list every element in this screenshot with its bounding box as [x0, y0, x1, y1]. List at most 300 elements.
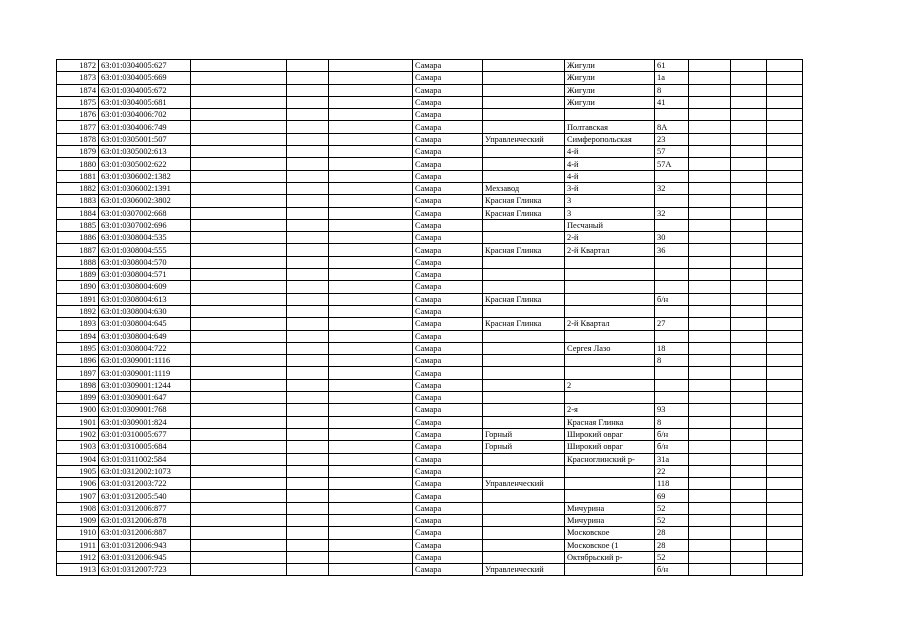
- table-cell: Самара: [413, 539, 483, 551]
- table-cell: [689, 355, 731, 367]
- table-cell: [329, 527, 413, 539]
- table-cell: 1873: [57, 72, 99, 84]
- table-cell: [329, 367, 413, 379]
- table-cell: [329, 465, 413, 477]
- table-cell: [483, 367, 565, 379]
- table-cell: Жигули: [565, 84, 655, 96]
- table-cell: [767, 453, 803, 465]
- table-cell: [731, 355, 767, 367]
- table-cell: Самара: [413, 232, 483, 244]
- table-cell: [287, 244, 329, 256]
- table-cell: [767, 379, 803, 391]
- table-cell: [287, 121, 329, 133]
- table-cell: [287, 527, 329, 539]
- table-row: [57, 441, 803, 453]
- table-cell: 1908: [57, 502, 99, 514]
- table-cell: [565, 564, 655, 576]
- table-cell: Самара: [413, 564, 483, 576]
- table-cell: [767, 244, 803, 256]
- table-cell: [329, 379, 413, 391]
- table-cell: [731, 404, 767, 416]
- table-cell: [767, 232, 803, 244]
- table-cell: [767, 330, 803, 342]
- table-cell: [191, 404, 287, 416]
- table-cell: [731, 219, 767, 231]
- table-cell: [731, 182, 767, 194]
- table-cell: Управленческий: [483, 564, 565, 576]
- table-cell: [565, 281, 655, 293]
- table-cell: 1879: [57, 146, 99, 158]
- table-cell: [689, 527, 731, 539]
- table-cell: [483, 170, 565, 182]
- table-cell: 4-й: [565, 170, 655, 182]
- table-cell: [689, 84, 731, 96]
- table-cell: [191, 539, 287, 551]
- table-cell: 1889: [57, 269, 99, 281]
- table-cell: 63:01:0305002:622: [99, 158, 191, 170]
- table-cell: [689, 244, 731, 256]
- table-cell: 63:01:0312006:877: [99, 502, 191, 514]
- table-cell: [767, 60, 803, 72]
- table-cell: [483, 404, 565, 416]
- table-cell: [731, 244, 767, 256]
- table-cell: 1905: [57, 465, 99, 477]
- table-cell: Самара: [413, 490, 483, 502]
- table-cell: [731, 121, 767, 133]
- table-cell: [287, 96, 329, 108]
- table-cell: [767, 72, 803, 84]
- table-cell: [655, 305, 689, 317]
- table-cell: 1880: [57, 158, 99, 170]
- table-cell: [767, 219, 803, 231]
- table-cell: [329, 564, 413, 576]
- table-cell: [767, 551, 803, 563]
- table-cell: [483, 392, 565, 404]
- table-cell: [191, 158, 287, 170]
- table-cell: [689, 219, 731, 231]
- table-cell: 63:01:0308004:630: [99, 305, 191, 317]
- table-cell: 3-й: [565, 182, 655, 194]
- table-cell: [767, 367, 803, 379]
- table-cell: [689, 207, 731, 219]
- table-cell: Самара: [413, 379, 483, 391]
- table-cell: 1878: [57, 133, 99, 145]
- table-cell: [565, 392, 655, 404]
- table-row: [57, 428, 803, 440]
- table-cell: [191, 84, 287, 96]
- table-cell: [191, 527, 287, 539]
- table-cell: 1890: [57, 281, 99, 293]
- table-row: [57, 281, 803, 293]
- table-cell: [191, 428, 287, 440]
- table-cell: [731, 84, 767, 96]
- table-cell: Московское: [565, 527, 655, 539]
- table-cell: Самара: [413, 416, 483, 428]
- data-table: [56, 59, 803, 576]
- table-cell: Октябрьский р-: [565, 551, 655, 563]
- table-cell: 61: [655, 60, 689, 72]
- table-cell: [689, 502, 731, 514]
- table-cell: 4-й: [565, 158, 655, 170]
- table-cell: 63:01:0308004:555: [99, 244, 191, 256]
- table-cell: [287, 355, 329, 367]
- table-cell: [329, 330, 413, 342]
- table-cell: 36: [655, 244, 689, 256]
- table-cell: [689, 305, 731, 317]
- table-cell: [287, 170, 329, 182]
- table-cell: [731, 96, 767, 108]
- table-cell: [329, 146, 413, 158]
- table-cell: [287, 146, 329, 158]
- table-cell: [191, 564, 287, 576]
- table-cell: [191, 465, 287, 477]
- table-cell: [329, 109, 413, 121]
- table-row: [57, 527, 803, 539]
- table-cell: 63:01:0308004:613: [99, 293, 191, 305]
- table-cell: [287, 392, 329, 404]
- table-cell: Красная Глинка: [483, 244, 565, 256]
- table-cell: 118: [655, 478, 689, 490]
- table-row: [57, 170, 803, 182]
- table-cell: [191, 318, 287, 330]
- table-cell: Самара: [413, 514, 483, 526]
- table-cell: 63:01:0304005:669: [99, 72, 191, 84]
- table-cell: [689, 256, 731, 268]
- table-cell: [191, 551, 287, 563]
- table-cell: [287, 342, 329, 354]
- table-cell: [483, 269, 565, 281]
- table-cell: [767, 281, 803, 293]
- table-cell: [287, 379, 329, 391]
- table-cell: Самара: [413, 109, 483, 121]
- table-cell: Самара: [413, 182, 483, 194]
- table-cell: [329, 539, 413, 551]
- table-cell: [329, 170, 413, 182]
- table-cell: 63:01:0309001:824: [99, 416, 191, 428]
- table-cell: [689, 318, 731, 330]
- table-cell: 63:01:0308004:722: [99, 342, 191, 354]
- table-cell: [287, 330, 329, 342]
- table-cell: 1896: [57, 355, 99, 367]
- table-cell: [191, 514, 287, 526]
- table-cell: [329, 453, 413, 465]
- table-cell: Горный: [483, 428, 565, 440]
- table-cell: [731, 379, 767, 391]
- table-cell: Жигули: [565, 96, 655, 108]
- table-cell: Самара: [413, 170, 483, 182]
- table-cell: [689, 539, 731, 551]
- table-cell: [191, 441, 287, 453]
- table-cell: 63:01:0304006:749: [99, 121, 191, 133]
- table-cell: [767, 416, 803, 428]
- table-cell: [767, 146, 803, 158]
- table-cell: Самара: [413, 441, 483, 453]
- table-cell: [287, 416, 329, 428]
- table-cell: Самара: [413, 305, 483, 317]
- table-cell: Жигули: [565, 72, 655, 84]
- table-cell: [565, 256, 655, 268]
- table-cell: 63:01:0312002:1073: [99, 465, 191, 477]
- table-row: [57, 207, 803, 219]
- table-cell: [483, 305, 565, 317]
- table-cell: [329, 96, 413, 108]
- table-cell: [329, 195, 413, 207]
- table-cell: [191, 244, 287, 256]
- table-row: [57, 551, 803, 563]
- table-cell: Управленческий: [483, 133, 565, 145]
- table-cell: [731, 318, 767, 330]
- table-row: [57, 318, 803, 330]
- table-cell: 41: [655, 96, 689, 108]
- table-cell: [191, 60, 287, 72]
- table-cell: 28: [655, 539, 689, 551]
- table-cell: Самара: [413, 404, 483, 416]
- table-cell: [287, 318, 329, 330]
- table-cell: 30: [655, 232, 689, 244]
- table-cell: 63:01:0309001:1116: [99, 355, 191, 367]
- table-cell: 1887: [57, 244, 99, 256]
- table-cell: [689, 232, 731, 244]
- table-cell: Горный: [483, 441, 565, 453]
- table-cell: [483, 281, 565, 293]
- table-cell: 57А: [655, 158, 689, 170]
- table-cell: 2: [565, 379, 655, 391]
- table-cell: 63:01:0310005:684: [99, 441, 191, 453]
- table-cell: [689, 514, 731, 526]
- table-cell: [731, 232, 767, 244]
- table-cell: 63:01:0312007:723: [99, 564, 191, 576]
- table-cell: [287, 514, 329, 526]
- table-cell: [329, 232, 413, 244]
- table-cell: [767, 256, 803, 268]
- table-cell: [731, 465, 767, 477]
- table-cell: Красная Глинка: [483, 318, 565, 330]
- table-body: [57, 60, 803, 576]
- table-cell: [287, 367, 329, 379]
- table-cell: [287, 195, 329, 207]
- table-cell: [483, 465, 565, 477]
- table-cell: [767, 564, 803, 576]
- table-cell: 1а: [655, 72, 689, 84]
- table-cell: 63:01:0304005:681: [99, 96, 191, 108]
- table-row: [57, 416, 803, 428]
- table-cell: [483, 146, 565, 158]
- table-cell: 1892: [57, 305, 99, 317]
- table-cell: [329, 318, 413, 330]
- table-cell: [731, 158, 767, 170]
- table-cell: 1909: [57, 514, 99, 526]
- table-cell: [767, 318, 803, 330]
- table-cell: [191, 256, 287, 268]
- table-cell: 1891: [57, 293, 99, 305]
- table-cell: [191, 182, 287, 194]
- table-cell: [767, 465, 803, 477]
- table-cell: 63:01:0304006:702: [99, 109, 191, 121]
- table-cell: [483, 219, 565, 231]
- table-cell: Самара: [413, 478, 483, 490]
- table-cell: [483, 514, 565, 526]
- table-cell: [767, 293, 803, 305]
- table-cell: [483, 502, 565, 514]
- table-cell: 1882: [57, 182, 99, 194]
- table-cell: 63:01:0308004:609: [99, 281, 191, 293]
- table-cell: [191, 195, 287, 207]
- table-cell: [191, 379, 287, 391]
- table-cell: 23: [655, 133, 689, 145]
- table-cell: [655, 170, 689, 182]
- table-cell: [287, 490, 329, 502]
- table-cell: [731, 170, 767, 182]
- table-cell: [191, 392, 287, 404]
- table-cell: [767, 96, 803, 108]
- table-cell: 8А: [655, 121, 689, 133]
- table-cell: 63:01:0312006:878: [99, 514, 191, 526]
- table-cell: [689, 551, 731, 563]
- table-cell: [287, 133, 329, 145]
- table-cell: [655, 392, 689, 404]
- table-cell: [329, 207, 413, 219]
- table-cell: Красная Глинка: [483, 207, 565, 219]
- table-cell: [191, 207, 287, 219]
- table-cell: 3: [565, 207, 655, 219]
- table-cell: 8: [655, 416, 689, 428]
- table-cell: 28: [655, 527, 689, 539]
- table-cell: [767, 121, 803, 133]
- table-cell: Самара: [413, 367, 483, 379]
- table-cell: [287, 269, 329, 281]
- table-cell: Московское (1: [565, 539, 655, 551]
- table-cell: [483, 72, 565, 84]
- table-cell: [287, 281, 329, 293]
- table-cell: [287, 182, 329, 194]
- table-cell: 63:01:0311002:584: [99, 453, 191, 465]
- table-row: [57, 133, 803, 145]
- table-cell: 63:01:0305002:613: [99, 146, 191, 158]
- table-cell: [329, 182, 413, 194]
- table-cell: 63:01:0307002:696: [99, 219, 191, 231]
- table-row: [57, 72, 803, 84]
- table-cell: [655, 281, 689, 293]
- table-cell: 22: [655, 465, 689, 477]
- table-cell: 63:01:0306002:1391: [99, 182, 191, 194]
- table-cell: [731, 539, 767, 551]
- table-cell: [565, 305, 655, 317]
- table-cell: [731, 428, 767, 440]
- table-cell: [767, 133, 803, 145]
- table-cell: [329, 256, 413, 268]
- table-cell: [191, 170, 287, 182]
- table-cell: [689, 60, 731, 72]
- table-cell: [767, 195, 803, 207]
- table-cell: [329, 269, 413, 281]
- table-cell: Самара: [413, 269, 483, 281]
- table-cell: Самара: [413, 60, 483, 72]
- table-cell: 1906: [57, 478, 99, 490]
- table-cell: [287, 207, 329, 219]
- table-cell: 63:01:0308004:570: [99, 256, 191, 268]
- table-row: [57, 514, 803, 526]
- table-cell: [191, 478, 287, 490]
- table-cell: Красная Глинка: [565, 416, 655, 428]
- table-cell: 1903: [57, 441, 99, 453]
- table-cell: 1874: [57, 84, 99, 96]
- table-cell: [191, 146, 287, 158]
- table-cell: [767, 539, 803, 551]
- table-cell: Красноглинский р-: [565, 453, 655, 465]
- table-cell: [767, 305, 803, 317]
- table-cell: [689, 342, 731, 354]
- table-cell: [655, 367, 689, 379]
- table-cell: 1883: [57, 195, 99, 207]
- table-cell: [329, 281, 413, 293]
- table-cell: 63:01:0309001:1119: [99, 367, 191, 379]
- table-row: [57, 478, 803, 490]
- table-cell: 63:01:0312003:722: [99, 478, 191, 490]
- table-cell: 1904: [57, 453, 99, 465]
- table-cell: Самара: [413, 195, 483, 207]
- table-cell: Самара: [413, 121, 483, 133]
- table-cell: 1877: [57, 121, 99, 133]
- table-cell: 1911: [57, 539, 99, 551]
- table-cell: 63:01:0307002:668: [99, 207, 191, 219]
- table-cell: 2-й: [565, 232, 655, 244]
- table-cell: 1894: [57, 330, 99, 342]
- table-cell: 1876: [57, 109, 99, 121]
- table-cell: [689, 404, 731, 416]
- table-cell: [767, 158, 803, 170]
- table-cell: [329, 404, 413, 416]
- table-cell: [689, 367, 731, 379]
- table-cell: [731, 527, 767, 539]
- table-cell: [191, 96, 287, 108]
- table-cell: [483, 84, 565, 96]
- table-cell: [767, 182, 803, 194]
- table-cell: [191, 502, 287, 514]
- table-cell: Управленческий: [483, 478, 565, 490]
- table-cell: 63:01:0312006:945: [99, 551, 191, 563]
- table-cell: 1881: [57, 170, 99, 182]
- table-cell: 1898: [57, 379, 99, 391]
- table-row: [57, 182, 803, 194]
- table-cell: [689, 490, 731, 502]
- table-cell: [655, 195, 689, 207]
- table-cell: [767, 84, 803, 96]
- table-cell: [287, 219, 329, 231]
- table-cell: [191, 305, 287, 317]
- table-cell: Жигули: [565, 60, 655, 72]
- table-cell: 1875: [57, 96, 99, 108]
- table-cell: [287, 564, 329, 576]
- table-cell: Широкий овраг: [565, 441, 655, 453]
- table-cell: [191, 490, 287, 502]
- table-cell: [483, 109, 565, 121]
- table-cell: [731, 195, 767, 207]
- table-cell: [483, 232, 565, 244]
- table-cell: [565, 490, 655, 502]
- table-row: [57, 121, 803, 133]
- table-row: [57, 84, 803, 96]
- table-cell: [655, 219, 689, 231]
- table-cell: [191, 133, 287, 145]
- table-cell: [731, 564, 767, 576]
- table-cell: 63:01:0312006:943: [99, 539, 191, 551]
- table-cell: [287, 158, 329, 170]
- table-cell: [287, 502, 329, 514]
- table-cell: 63:01:0308004:571: [99, 269, 191, 281]
- table-cell: [731, 453, 767, 465]
- table-cell: 63:01:0312006:887: [99, 527, 191, 539]
- table-cell: [191, 416, 287, 428]
